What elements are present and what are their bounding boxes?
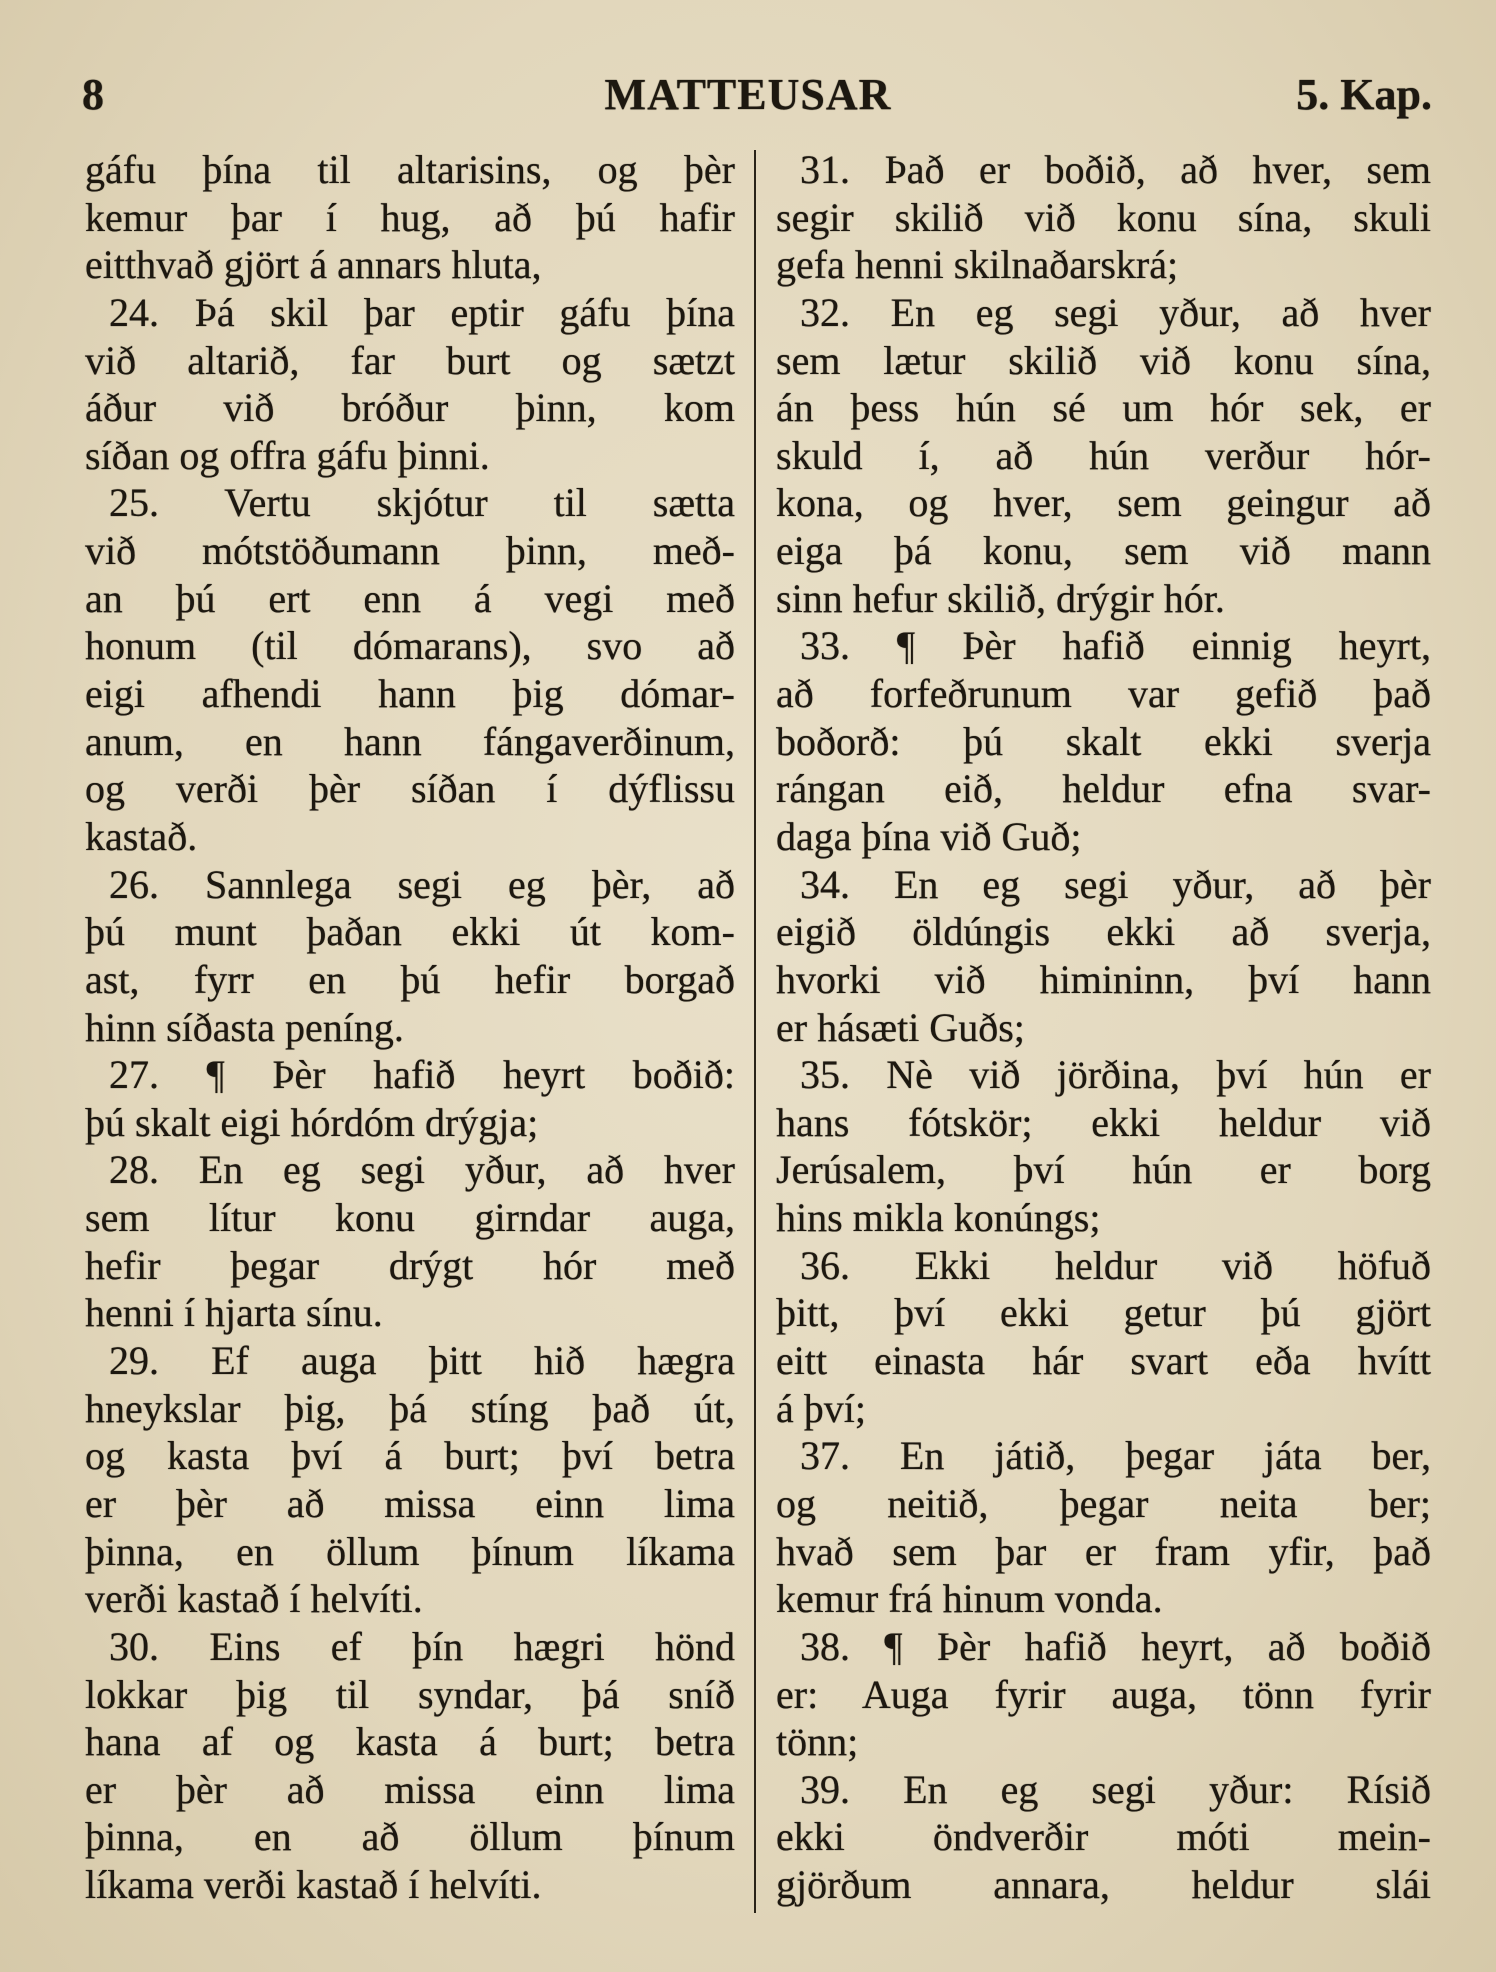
right-text-line: skuld í, að hún verður hór- [776,432,1431,478]
right-text-line: 38. ¶ Þèr hafið heyrt, að boðið [800,1623,1431,1669]
right-text-line: 31. Það er boðið, að hver, sem [800,147,1431,192]
left-text-line: þinna, en öllum þínum líkama [85,1528,735,1574]
left-text-line: líkama verði kastað í helvíti. [85,1862,542,1908]
left-text-line: við mótstöðumann þinn, með- [85,528,735,574]
left-text-column [85,146,735,1909]
left-text-line: hefir þegar drýgt hór með [85,1242,735,1288]
right-text-line: ekki öndverðir móti mein- [776,1814,1431,1860]
right-text-line: gefa henni skilnaðarskrá; [776,242,1179,288]
right-text-line: án þess hún sé um hór sek, er [776,385,1431,431]
right-text-line: kemur frá hinum vonda. [776,1576,1163,1622]
left-text-line: an þú ert enn á vegi með [85,575,735,621]
left-text-line: þinna, en að öllum þínum [85,1814,735,1860]
left-text-line: honum (til dómarans), svo að [85,623,735,669]
right-text-line: eigið öldúngis ekki að sverja, [776,909,1431,955]
right-text-line: 39. En eg segi yður: Rísið [800,1766,1431,1812]
left-text-line: anum, en hann fángaverðinum, [85,718,735,764]
left-text-line: við altarið, far burt og sætzt [85,337,735,383]
left-text-line: ast, fyrr en þú hefir borgað [85,956,735,1002]
right-text-line: að forfeðrunum var gefið það [776,671,1431,717]
right-text-column [776,146,1431,1909]
right-text-line: hvorki við himininn, því hann [776,956,1431,1002]
left-text-line: hinn síðasta peníng. [85,1004,404,1050]
right-text-line: segir skilið við konu sína, skuli [776,194,1431,240]
left-text-line: 27. ¶ Þèr hafið heyrt boðið: [109,1052,735,1098]
left-text-line: eitthvað gjört á annars hluta, [85,242,542,288]
left-text-line: 24. Þá skil þar eptir gáfu þína [109,289,735,335]
left-text-line: henni í hjarta sínu. [85,1290,383,1336]
left-text-line: áður við bróður þinn, kom [85,385,735,431]
right-text-line: tönn; [776,1719,859,1765]
right-text-line: sinn hefur skilið, drýgir hór. [776,575,1225,621]
right-text-line: boðorð: þú skalt ekki sverja [776,718,1431,764]
right-text-line: er: Auga fyrir auga, tönn fyrir [776,1671,1431,1717]
right-text-line: hans fótskör; ekki heldur við [776,1099,1431,1145]
right-text-line: hvað sem þar er fram yfir, það [776,1528,1431,1574]
right-text-line: sem lætur skilið við konu sína, [776,337,1431,383]
right-text-line: og neitið, þegar neita ber; [776,1480,1431,1526]
right-text-line: daga þína við Guð; [776,813,1082,859]
right-text-line: rángan eið, heldur efna svar- [776,766,1431,812]
left-text-line: hneykslar þig, þá stíng það út, [85,1385,735,1431]
left-text-line: lokkar þig til syndar, þá sníð [85,1671,735,1717]
right-text-line: 34. En eg segi yður, að þèr [800,861,1431,907]
left-text-line: þú skalt eigi hórdóm drýgja; [85,1099,539,1145]
left-text-line: verði kastað í helvíti. [85,1576,423,1622]
left-text-line: og verði þèr síðan í dýflissu [85,766,735,812]
right-text-line: eitt einasta hár svart eða hvítt [776,1338,1431,1384]
left-text-line: 30. Eins ef þín hægri hönd [109,1623,735,1669]
right-text-line: er hásæti Guðs; [776,1004,1025,1050]
right-text-line: hins mikla konúngs; [776,1195,1101,1241]
left-text-line: 25. Vertu skjótur til sætta [109,480,735,526]
left-text-line: kastað. [85,813,198,859]
right-text-line: á því; [776,1385,866,1431]
column-divider [754,150,756,1913]
left-text-line: sem lítur konu girndar auga, [85,1195,735,1241]
chapter-label: 5. Kap. [1296,70,1432,119]
right-text-line: kona, og hver, sem geingur að [776,480,1431,526]
page-number: 8 [82,70,104,119]
right-text-line: eiga þá konu, sem við mann [776,528,1431,574]
left-text-line: síðan og offra gáfu þinni. [85,432,490,478]
right-text-line: Jerúsalem, því hún er borg [776,1147,1431,1193]
left-text-line: 28. En eg segi yður, að hver [109,1147,735,1193]
left-text-line: kemur þar í hug, að þú hafir [85,194,735,240]
right-text-line: 37. En játið, þegar játa ber, [800,1433,1431,1479]
running-title: MATTEUSAR [604,70,892,119]
left-text-line: eigi afhendi hann þig dómar- [85,671,735,717]
left-text-line: gáfu þína til altarisins, og þèr [85,147,735,192]
left-text-line: þú munt þaðan ekki út kom- [85,909,735,955]
right-text-line: 33. ¶ Þèr hafið einnig heyrt, [800,623,1431,669]
left-text-line: og kasta því á burt; því betra [85,1433,735,1479]
right-text-line: 32. En eg segi yður, að hver [800,289,1431,335]
left-text-line: er þèr að missa einn lima [85,1766,735,1812]
right-text-line: 35. Nè við jörðina, því hún er [800,1052,1431,1098]
right-text-line: þitt, því ekki getur þú gjört [776,1290,1431,1336]
left-text-line: hana af og kasta á burt; betra [85,1719,735,1765]
right-text-line: 36. Ekki heldur við höfuð [800,1242,1431,1288]
left-text-line: 26. Sannlega segi eg þèr, að [109,861,735,907]
left-text-line: 29. Ef auga þitt hið hægra [109,1338,735,1384]
right-text-line: gjörðum annara, heldur slái [776,1862,1431,1908]
left-text-line: er þèr að missa einn lima [85,1480,735,1526]
